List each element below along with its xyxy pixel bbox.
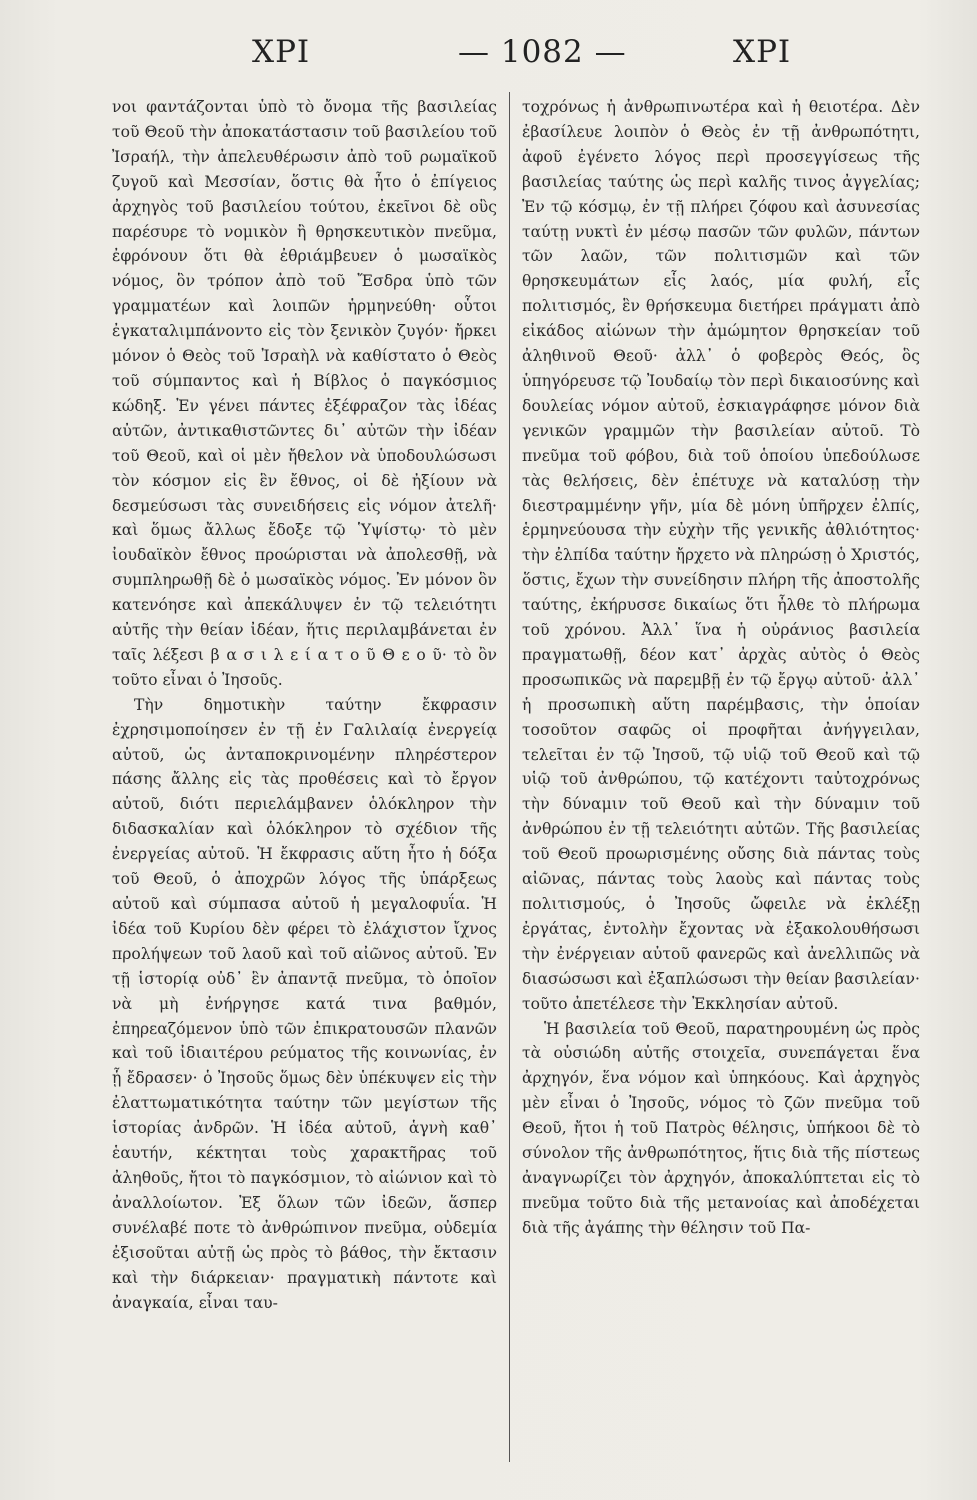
header-right-abbrev: ΧΡΙ — [733, 34, 792, 70]
right-paragraph-1: τοχρόνως ἡ ἀνθρωπινωτέρα καὶ ἡ θειοτέρα. Δὲν ἐβασίλευε λοιπὸν ὁ Θεὸς ἐν τῇ ἀνθρωπότητι, ἀφοῦ ἐγένετο λόγος περὶ προσεγγίσεως τῆς βασιλείας ταύτης ὡς περὶ καλῆς τινος ἀγγελίας; Ἐν τῷ κόσμῳ, ἐν τῇ πλήρει ζόφου καὶ ἀσυνεσίας ταύτῃ νυκτὶ ἐν μέσῳ πασῶν τῶν φυλῶν, πάντων τῶν λαῶν, τῶν πολιτισμῶν καὶ τῶν θρησκευμάτων εἷς λαός, μία φυλή, εἷς πολιτισμός, ἓν θρήσκευμα διετήρει πράγματι ἀπὸ εἰκάδος αἰώνων τὴν ἀμώμητον θρησκείαν τοῦ ἀληθινοῦ Θεοῦ· ἀλλ᾽ ὁ φοβερὸς Θεός, ὃς ὑπηγόρευσε τῷ Ἰουδαίῳ τὸν περὶ δικαιοσύνης καὶ δουλείας νόμον αὐτοῦ, ἐσκιαγράφησε μόνον διὰ γενικῶν γραμμῶν τὴν βασιλείαν αὐτοῦ. Τὸ πνεῦμα τοῦ φόβου, διὰ τοῦ ὁποίου ὑπεδούλωσε τὰς θελήσεις, δὲν ἐπέτυχε νὰ καταλύσῃ τὴν διεστραμμένην γῆν, μία δὲ μόνη ὑπῆρχεν ἐλπίς, ἑρμηνεύουσα τὴν εὐχὴν τῆς γενικῆς ἀθλιότητος· τὴν ἐλπίδα ταύτην ἤρχετο νὰ πληρώσῃ ὁ Χριστός, ὅστις, ἔχων τὴν συνείδησιν πλήρη τῆς ἀποστολῆς ταύτης, ἐκήρυσσε δικαίως ὅτι ἦλθε τὸ πλήρωμα τοῦ χρόνου. Ἀλλ᾽ ἵνα ἡ οὐράνιος βασιλεία πραγματωθῇ, δέον κατ᾽ ἀρχὰς αὐτὸς ὁ Θεὸς προσωπικῶς νὰ παρεμβῇ ἐν τῷ ἔργῳ αὐτοῦ· ἀλλ᾽ ἡ προσωπικὴ αὕτη παρέμβασις, τὴν ὁποίαν τοσοῦτον σαφῶς οἱ προφῆται ἀνήγγειλαν, τελεῖται ἐν τῷ Ἰησοῦ, τῷ υἱῷ τοῦ Θεοῦ καὶ τῷ υἱῷ τοῦ ἀνθρώπου, τῷ κατέχοντι ταὐτοχρόνως τὴν δύναμιν τοῦ Θεοῦ καὶ τὴν δύναμιν τοῦ ἀνθρώπου ἐν τῇ τελειότητι αὐτῶν. Τῆς βασιλείας τοῦ Θεοῦ προωρισμένης οὔσης διὰ πάντας τοὺς αἰῶνας, πάντας τοὺς λαοὺς καὶ πάντας τοὺς πολιτισμούς, ὁ Ἰησοῦς ὤφειλε νὰ ἐκλέξῃ ἐργάτας, ἐντολὴν ἔχοντας νὰ ἐξακολουθήσωσι τὴν ἐνέργειαν αὐτοῦ φανερῶς καὶ ἀνελλιπῶς νὰ διασώσωσι καὶ ἐξαπλώσωσι τὴν θείαν βασιλείαν· τοῦτο ἀπετέλεσε τὴν Ἐκκλησίαν αὐτοῦ. — [522, 98, 920, 1013]
header-left-abbrev: ΧΡΙ — [252, 34, 311, 70]
page-number: — 1082 — — [458, 34, 627, 70]
running-header — [0, 28, 977, 78]
right-paragraph-2: Ἡ βασιλεία τοῦ Θεοῦ, παρατηρουμένη ὡς πρὸς τὰ οὐσιώδη αὐτῆς στοιχεῖα, συνεπάγεται ἕνα ἀρχηγόν, ἕνα νόμον καὶ ὑπηκόους. Καὶ ἀρχηγὸς μὲν εἶναι ὁ Ἰησοῦς, νόμος τὸ ζῶν πνεῦμα τοῦ Θεοῦ, ἤτοι ἡ τοῦ Πατρὸς θέλησις, ὑπήκοοι δὲ τὸ σύνολον τῆς ἀνθρωπότητος, ἥτις διὰ τῆς πίστεως ἀναγνωρίζει τὸν ἀρχηγόν, ἀποκαλύπτεται εἰς τὸ πνεῦμα τοῦτο διὰ τῆς μετανοίας καὶ ἀποδέχεται διὰ τῆς ἀγάπης τὴν θέλησιν τοῦ Πα- — [522, 1019, 920, 1237]
left-paragraph-1: νοι φαντάζονται ὑπὸ τὸ ὄνομα τῆς βασιλείας τοῦ Θεοῦ τὴν ἀποκατάστασιν τοῦ βασιλείου τοῦ Ἰσραήλ, τὴν ἀπελευθέρωσιν ἀπὸ τοῦ ρωμαϊκοῦ ζυγοῦ καὶ Μεσσίαν, ὅστις θὰ ἦτο ὁ ἐπίγειος ἀρχηγὸς τοῦ βασιλείου τούτου, ἐκεῖνοι δὲ οὓς παρέσυρε τὸ νομικὸν ἢ θρησκευτικὸν πνεῦμα, ἐφρόνουν ὅτι θὰ ἐθριάμβευεν ὁ μωσαϊκὸς νόμος, ὃν τρόπον ἀπὸ τοῦ Ἔσδρα ὑπὸ τῶν γραμματέων καὶ λοιπῶν ἡρμηνεύθη· οὗτοι ἐγκαταλιμπάνοντο εἰς τὸν ξενικὸν ζυγόν· ἤρκει μόνον ὁ Θεὸς τοῦ Ἰσραὴλ νὰ καθίστατο ὁ Θεὸς τοῦ σύμπαντος καὶ ἡ Βίβλος ὁ παγκόσμιος κώδηξ. Ἐν γένει πάντες ἐξέφραζον τὰς ἰδέας αὐτῶν, ἀντικαθιστῶντες δι᾽ αὐτῶν τὴν ἰδέαν τοῦ Θεοῦ, καὶ οἱ μὲν ἤθελον νὰ ὑποδουλώσωσι τὸν κόσμον εἰς ἓν ἔθνος, οἱ δὲ ἠξίουν νὰ δεσμεύσωσι τὰς συνειδήσεις εἰς νόμον ἀτελῆ· καὶ ὅμως ἄλλως ἔδοξε τῷ Ὑψίστῳ· τὸ μὲν ἰουδαϊκὸν ἔθνος προώρισται νὰ ἀπολεσθῇ, νὰ συμπληρωθῇ δὲ ὁ μωσαϊκὸς νόμος. Ἐν μόνον ὃν κατενόησε καὶ ἀπεκάλυψεν ἐν τῷ τελειότητι αὐτῆς τὴν θείαν ἰδέαν, ἥτις περιλαμβάνεται ἐν ταῖς λέξεσι β α σ ι λ ε ί α τ ο ῦ Θ ε ο ῦ· τὸ ὂν τοῦτο εἶναι ὁ Ἰησοῦς. — [112, 98, 497, 689]
left-column — [112, 95, 497, 1465]
right-column — [522, 95, 920, 1465]
left-paragraph-2: Τὴν δημοτικὴν ταύτην ἔκφρασιν ἐχρησιμοποίησεν ἐν τῇ ἐν Γαλιλαίᾳ ἐνεργείᾳ αὐτοῦ, ὡς ἀνταποκρινομένην πληρέστερον πάσης ἄλλης εἰς τὰς προθέσεις καὶ τὸ ἔργον αὐτοῦ, διότι περιελάμβανεν ὁλόκληρον τὴν διδασκαλίαν καὶ ὁλόκληρον τὸ σχέδιον τῆς ἐνεργείας αὐτοῦ. Ἡ ἔκφρασις αὕτη ἦτο ἡ δόξα τοῦ Θεοῦ, ὁ ἀποχρῶν λόγος τῆς ὑπάρξεως αὐτοῦ καὶ σύμπασα αὐτοῦ ἡ μεγαλοφυΐα. Ἡ ἰδέα τοῦ Κυρίου δὲν φέρει τὸ ἐλάχιστον ἴχνος προλήψεων τοῦ λαοῦ καὶ τοῦ αἰῶνος αὐτοῦ. Ἐν τῇ ἱστορίᾳ οὐδ᾽ ἓν ἀπαντᾷ πνεῦμα, τὸ ὁποῖον νὰ μὴ ἐνήργησε κατά τινα βαθμόν, ἐπηρεαζόμενον ὑπὸ τῶν ἐπικρατουσῶν πλανῶν καὶ τοῦ ἰδιαιτέρου ρεύματος τῆς κοινωνίας, ἐν ᾗ ἔδρασεν· ὁ Ἰησοῦς ὅμως δὲν ὑπέκυψεν εἰς τὴν ἐλαττωματικότητα ταύτην τῶν μεγίστων τῆς ἱστορίας ἀνδρῶν. Ἡ ἰδέα αὐτοῦ, ἁγνὴ καθ᾽ ἑαυτήν, κέκτηται τοὺς χαρακτῆρας τοῦ ἀληθοῦς, ἤτοι τὸ παγκόσμιον, τὸ αἰώνιον καὶ τὸ ἀναλλοίωτον. Ἐξ ὅλων τῶν ἰδεῶν, ἅσπερ συνέλαβέ ποτε τὸ ἀνθρώπινον πνεῦμα, οὐδεμία ἐξισοῦται αὐτῇ ὡς πρὸς τὸ βάθος, τὴν ἔκτασιν καὶ τὴν διάρκειαν· πραγματικὴ πάντοτε καὶ ἀναγκαία, εἶναι ταυ- — [112, 695, 497, 1312]
column-divider — [509, 92, 510, 1462]
